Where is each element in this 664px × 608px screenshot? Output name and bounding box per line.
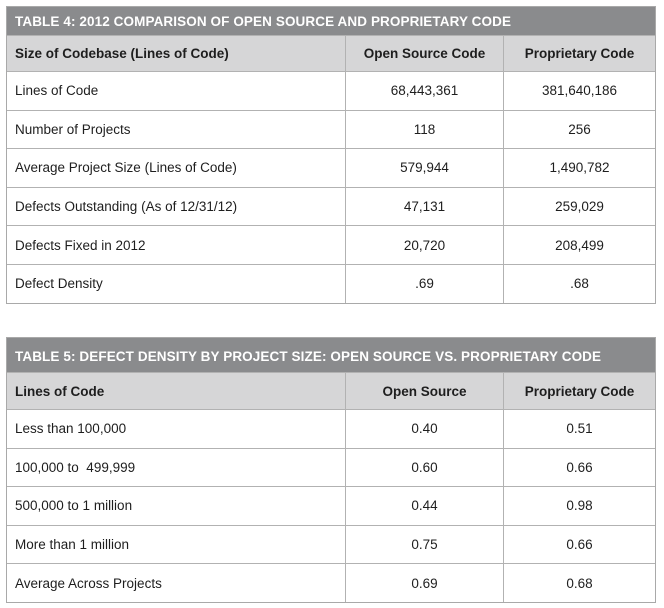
proprietary-value: 259,029: [555, 199, 604, 215]
column-header-proprietary-code: Proprietary Code: [524, 46, 635, 61]
table-row: [7, 110, 655, 149]
row-label: Average Across Projects: [7, 564, 346, 602]
row-label: Lines of Code: [7, 72, 346, 110]
row-label: Average Project Size (Lines of Code): [7, 149, 346, 187]
table-row: [7, 225, 655, 264]
table-row: [7, 187, 655, 226]
proprietary-value: 208,499: [555, 237, 604, 253]
row-label: Defects Outstanding (As of 12/31/12): [7, 188, 346, 226]
table-title: TABLE 4: 2012 COMPARISON OF OPEN SOURCE AND PROPRIETARY CODE: [7, 7, 655, 35]
open-source-value: .69: [346, 265, 504, 303]
table-row: [7, 71, 655, 110]
row-label: Defect Density: [7, 265, 346, 303]
column-header-open-source: Open Source: [346, 373, 504, 409]
open-source-value: 68,443,361: [346, 72, 504, 110]
row-label: 100,000 to 499,999: [7, 449, 346, 487]
proprietary-value: 0.68: [566, 575, 593, 591]
proprietary-value: 1,490,782: [549, 160, 610, 176]
table-4: [6, 6, 656, 304]
open-source-value: 0.75: [346, 526, 504, 564]
table-row: [7, 525, 655, 564]
column-header-proprietary-code: Proprietary Code: [524, 383, 635, 399]
table-row: [7, 563, 655, 602]
row-label: Less than 100,000: [7, 410, 346, 448]
open-source-value: 118: [346, 111, 504, 149]
proprietary-value: 256: [568, 121, 591, 137]
row-label: Defects Fixed in 2012: [7, 226, 346, 264]
table-row: [7, 486, 655, 525]
table-title: TABLE 5: DEFECT DENSITY BY PROJECT SIZE: OPEN SOURCE VS. PROPRIETARY CODE: [7, 338, 655, 372]
column-header-size-of-codebase: Size of Codebase (Lines of Code): [7, 36, 346, 71]
table-row: [7, 148, 655, 187]
proprietary-value: .68: [570, 276, 589, 292]
proprietary-value: 381,640,186: [541, 83, 618, 99]
table-row: [7, 409, 655, 448]
table-row: [7, 264, 655, 303]
open-source-value: 579,944: [346, 149, 504, 187]
proprietary-value: 0.98: [566, 498, 593, 514]
column-header-lines-of-code: Lines of Code: [7, 373, 346, 409]
proprietary-value: 0.51: [566, 421, 593, 437]
open-source-value: 0.60: [346, 449, 504, 487]
open-source-value: 47,131: [346, 188, 504, 226]
open-source-value: 0.40: [346, 410, 504, 448]
table-5: [6, 337, 656, 603]
proprietary-value: 0.66: [566, 459, 593, 475]
row-label: Number of Projects: [7, 111, 346, 149]
table-row: [7, 448, 655, 487]
open-source-value: 20,720: [346, 226, 504, 264]
row-label: 500,000 to 1 million: [7, 487, 346, 525]
table-header-row: [7, 372, 655, 409]
proprietary-value: 0.66: [566, 537, 593, 553]
open-source-value: 0.69: [346, 564, 504, 602]
table-header-row: [7, 35, 655, 71]
row-label: More than 1 million: [7, 526, 346, 564]
column-header-open-source-code: Open Source Code: [346, 36, 504, 71]
open-source-value: 0.44: [346, 487, 504, 525]
